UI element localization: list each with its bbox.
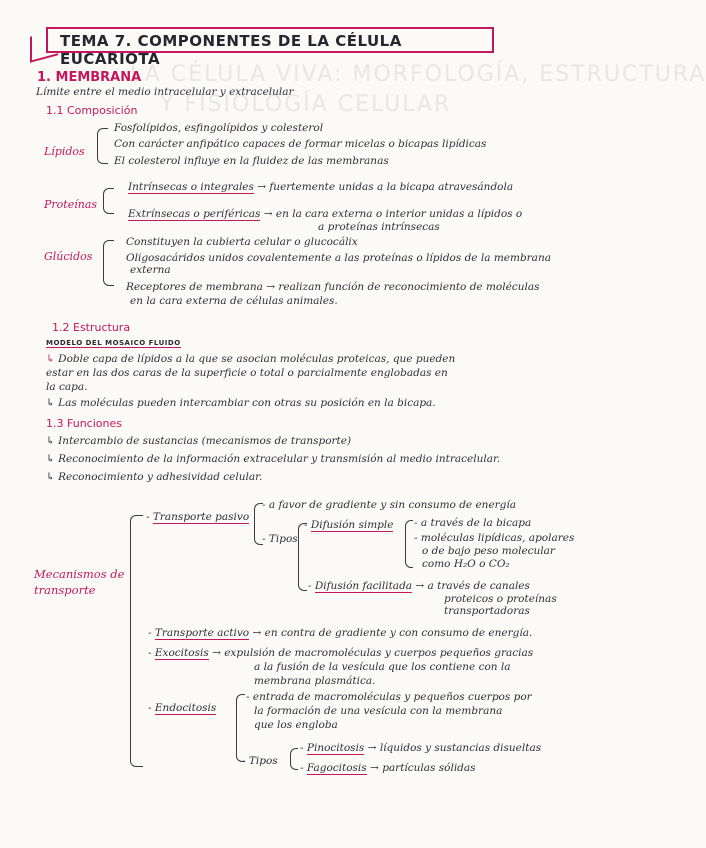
endocitosis: - Endocitosis <box>148 702 217 714</box>
lipidos-item-2: Con carácter anfipático capaces de formar micelas o bicapas lipídicas <box>114 138 487 150</box>
pinocitosis-term: Pinocitosis <box>306 742 365 754</box>
estructura-line-4 <box>46 397 436 410</box>
page-title: TEMA 7. COMPONENTES DE LA CÉLULA EUCARIOTA <box>46 27 494 53</box>
funciones-heading: 1.3 Funciones <box>46 417 122 430</box>
arrow-icon: → <box>252 627 262 639</box>
proteinas-brace <box>103 188 114 214</box>
difusion-simple: - Difusión simple <box>304 519 394 531</box>
funciones-item-3-text: Reconocimiento y adhesividad celular. <box>58 471 263 483</box>
endocitosis-desc-3: que los engloba <box>254 719 338 731</box>
fagocitosis-desc: partículas sólidas <box>382 762 476 774</box>
transporte-pasivo: - Transporte pasivo <box>146 511 250 523</box>
membrana-definition: Límite entre el medio intracelular y extracelular <box>36 86 294 98</box>
endocitosis-desc-2: la formación de una vesícula con la membrana <box>254 705 503 717</box>
funciones-item-2-text: Reconocimiento de la información extracelular y transmisión al medio intracelular. <box>58 453 501 465</box>
endocitosis-desc-1: - entrada de macromoléculas y pequeños cuerpos por <box>246 691 532 703</box>
lipidos-brace <box>97 128 108 164</box>
transporte-pasivo-desc-text: a favor de gradiente y sin consumo de energía <box>268 499 517 511</box>
transporte-activo: - Transporte activo → en contra de gradiente y con consumo de energía. <box>148 627 533 639</box>
lipidos-item-3: El colesterol influye en la fluidez de las membranas <box>114 155 389 167</box>
transporte-activo-desc: en contra de gradiente y con consumo de energía. <box>264 627 533 639</box>
arrow-icon: → <box>367 742 377 754</box>
transporte-pasivo-term: Transporte pasivo <box>152 511 250 523</box>
difusion-simple-item-1: - a través de la bicapa <box>414 517 532 529</box>
endocitosis-tipos-text: Tipos <box>248 755 278 767</box>
glucidos-label: Glúcidos <box>44 250 93 263</box>
ghost-heading-line-1: LA CÉLULA VIVA: MORFOLOGÍA, ESTRUCTURA <box>130 62 706 87</box>
estructura-heading: 1.2 Estructura <box>52 321 131 334</box>
difusion-simple-item-4: como H₂O o CO₂ <box>422 558 510 570</box>
proteinas-label: Proteínas <box>44 198 98 211</box>
intrinsecas-desc: fuertemente unidas a la bicapa atravesándola <box>269 181 514 193</box>
exocitosis-desc-1: expulsión de macromoléculas y cuerpos pequeños gracias <box>224 647 534 659</box>
ghost-heading-line-2: Y FISIOLOGÍA CELULAR <box>160 92 452 117</box>
glucidos-brace <box>103 240 114 286</box>
estructura-line-2: estar en las dos caras de la superficie o total o parcialmente englobadas en <box>46 367 448 379</box>
arrow-icon: → <box>263 208 273 220</box>
pasivo-tipos-text: Tipos <box>268 533 298 545</box>
transporte-pasivo-desc: - a favor de gradiente y sin consumo de energía <box>262 499 517 511</box>
proteinas-intrinsecas <box>128 181 513 194</box>
arrow-icon: ↳ <box>46 453 55 465</box>
glucidos-item-3: Receptores de membrana → realizan función de reconocimiento de moléculas <box>126 281 540 293</box>
mecanismos-label-1: Mecanismos de <box>34 567 125 581</box>
endocitosis-brace <box>236 694 245 762</box>
endocitosis-desc-1-text: entrada de macromoléculas y pequeños cuerpos por <box>252 691 532 703</box>
fagocitosis: - Fagocitosis → partículas sólidas <box>300 762 476 774</box>
arrow-icon: ↳ <box>46 353 55 365</box>
transporte-activo-term: Transporte activo <box>154 627 250 639</box>
extrinsecas-desc: en la cara externa o interior unidas a lípidos o <box>275 208 523 220</box>
difusion-facilitada-desc-1: a través de canales <box>427 580 530 592</box>
difusion-facilitada: - Difusión facilitada → a través de canales <box>308 580 530 592</box>
glucidos-item-2: Oligosacáridos unidos covalentemente a las proteínas o lípidos de la membrana <box>126 252 551 264</box>
estructura-line-3: la capa. <box>46 381 88 393</box>
difusion-simple-brace <box>405 520 413 568</box>
arrow-icon: → <box>415 580 425 592</box>
funciones-item-1 <box>46 435 351 448</box>
glucidos-item-3b: en la cara externa de células animales. <box>130 295 338 307</box>
glucidos-item-2b: externa <box>130 264 171 276</box>
lipidos-label: Lípidos <box>44 145 85 158</box>
tipos-pasivo-brace <box>298 523 307 591</box>
arrow-icon: → <box>257 181 267 193</box>
lipidos-item-1: Fosfolípidos, esfingolípidos y colesterol <box>114 122 324 134</box>
extrinsecas-term: Extrínsecas o periféricas <box>128 208 261 220</box>
endocitosis-term: Endocitosis <box>154 702 217 714</box>
endocitosis-tipos-brace <box>290 748 298 770</box>
glucidos-item-1: Constituyen la cubierta celular o glucocálix <box>126 236 358 248</box>
difusion-simple-term: Difusión simple <box>310 519 394 531</box>
composicion-heading: 1.1 Composición <box>46 104 138 117</box>
mecanismos-label-2: transporte <box>34 583 96 597</box>
difusion-simple-item-1-text: a través de la bicapa <box>420 517 532 529</box>
arrow-icon: ↳ <box>46 435 55 447</box>
estructura-line-1-text: Doble capa de lípidos a la que se asocian moléculas proteicas, que pueden <box>58 353 456 365</box>
mecanismos-brace <box>130 515 143 767</box>
funciones-item-3 <box>46 471 262 484</box>
endocitosis-tipos: - Tipos <box>242 755 278 767</box>
difusion-facilitada-term: Difusión facilitada <box>314 580 413 592</box>
pinocitosis: - Pinocitosis → líquidos y sustancias disueltas <box>300 742 542 754</box>
exocitosis-desc-3: membrana plasmática. <box>254 675 376 687</box>
difusion-simple-item-2-text: moléculas lipídicas, apolares <box>420 532 575 544</box>
estructura-line-4-text: Las moléculas pueden intercambiar con otras su posición en la bicapa. <box>58 397 436 409</box>
difusion-simple-item-3: o de bajo peso molecular <box>422 545 555 557</box>
arrow-icon: → <box>370 762 379 774</box>
extrinsecas-desc-2: a proteínas intrínsecas <box>318 221 440 233</box>
estructura-line-1 <box>46 353 455 366</box>
arrow-icon: → <box>212 647 221 659</box>
exocitosis-term: Exocitosis <box>154 647 209 659</box>
funciones-item-2 <box>46 453 500 466</box>
pinocitosis-desc: líquidos y sustancias disueltas <box>379 742 542 754</box>
intrinsecas-term: Intrínsecas o integrales <box>128 181 254 193</box>
exocitosis-desc-2: a la fusión de la vesícula que los contiene con la <box>254 661 511 673</box>
funciones-item-1-text: Intercambio de sustancias (mecanismos de transporte) <box>58 435 352 447</box>
difusion-facilitada-desc-3: transportadoras <box>444 605 530 617</box>
arrow-icon: ↳ <box>46 471 55 483</box>
proteinas-extrinsecas <box>128 208 522 221</box>
membrana-heading: 1. MEMBRANA <box>37 70 142 85</box>
pasivo-tipos: - Tipos <box>262 533 298 545</box>
difusion-facilitada-desc-2: proteicos o proteínas <box>444 593 557 605</box>
difusion-simple-item-2: - moléculas lipídicas, apolares <box>414 532 575 544</box>
modelo-mosaico-fluido: MODELO DEL MOSAICO FLUIDO <box>46 339 181 347</box>
fagocitosis-term: Fagocitosis <box>306 762 367 774</box>
arrow-icon: ↳ <box>46 397 55 409</box>
exocitosis: - Exocitosis → expulsión de macromoléculas y cuerpos pequeños gracias <box>148 647 534 659</box>
